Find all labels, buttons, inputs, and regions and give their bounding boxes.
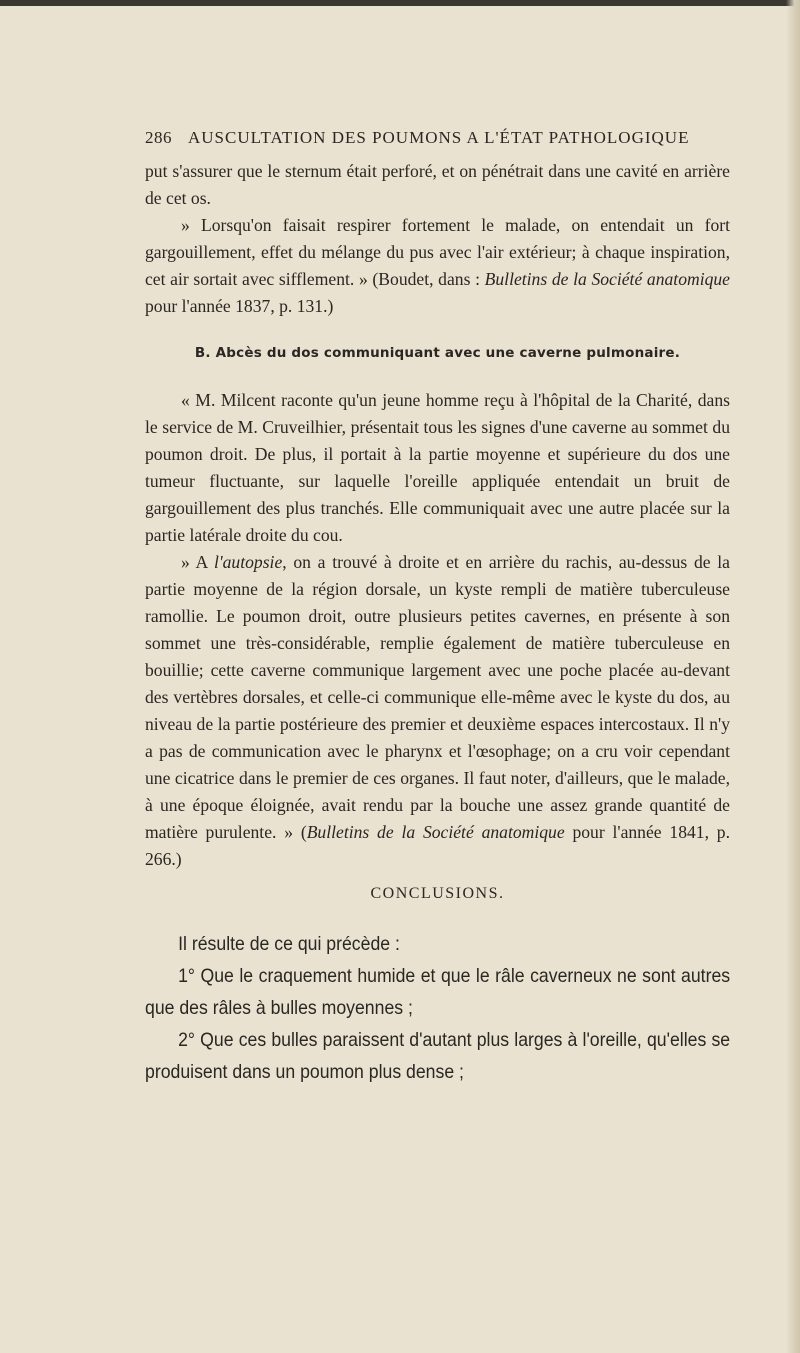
section-b-p2-citation: Bulletins de la Société anatomique	[306, 822, 565, 842]
intro-p2-citation: Bulletins de la Société anatomique	[484, 269, 730, 289]
intro-paragraph-2	[145, 212, 730, 320]
intro-p2-tail: pour l'année 1837, p. 131.)	[145, 296, 334, 316]
conclusions-intro: Il résulte de ce qui précède :	[178, 934, 400, 955]
section-b-p2-text: , on a trouvé à droite et en arrière du rachis, au-dessus de la partie moyenne de la région dorsale, un kyste rempli de matière tuberculeuse ramollie. Le poumon droit, outre plusieurs petites cavernes, en présente à son sommet une très-considérable, remplie également de matière tuberculeuse en bouillie; cette caverne communique largement avec une poche placée au-devant des vertèbres dorsales, et celle-ci communique elle-même avec le kyste du dos, au niveau de la partie postérieure des premier et deuxième espaces intercostaux. Il n'y a pas de communication avec le pharynx et l'œsophage; on a cru voir cependant une cicatrice dans le premier de ces organes. Il faut noter, d'ailleurs, que le malade, à une époque éloignée, avait rendu par la bouche une assez grande quantité de matière purulente. » (	[145, 552, 730, 842]
page-number: 286	[145, 128, 172, 147]
running-title: AUSCULTATION DES POUMONS A L'ÉTAT PATHOLOGIQUE	[188, 128, 690, 147]
intro-p2-text: » Lorsqu'on faisait respirer fortement le malade, on entendait un fort gargouillement, effet du mélange du pus avec l'air extérieur; à chaque inspiration, cet air sortait avec sifflement. » (Boudet, dans :	[145, 215, 730, 289]
intro-paragraph-1: put s'assurer que le sternum était perforé, et on pénétrait dans une cavité en arrière de cet os.	[145, 161, 730, 208]
page-top-shadow	[0, 0, 800, 6]
section-heading: B. Abcès du dos communiquant avec une caverne pulmonaire.	[194, 345, 681, 361]
conclusions-heading: CONCLUSIONS.	[370, 885, 505, 902]
book-page	[145, 128, 730, 1089]
conclusion-item-2: 2° Que ces bulles paraissent d'autant plus larges à l'oreille, qu'elles se produisent dans un poumon plus dense ;	[145, 1030, 731, 1083]
page-edge	[786, 0, 800, 1353]
running-head	[145, 128, 730, 148]
section-b-p2-autopsie: l'autopsie	[213, 552, 283, 572]
conclusion-item-1: 1° Que le craquement humide et que le râle caverneux ne sont autres que des râles à bulles moyennes ;	[145, 966, 731, 1019]
section-b-p2-lead: » A	[181, 552, 214, 572]
section-b-paragraph-1: « M. Milcent raconte qu'un jeune homme reçu à l'hôpital de la Charité, dans le service de M. Cruveilhier, présentait tous les signes d'une caverne au sommet du poumon droit. De plus, il portait à la partie moyenne et supérieure du dos une tumeur fluctuante, sur laquelle l'oreille appliquée entendait un bruit de gargouillement des plus tranchés. Elle communiquait avec une autre placée sur la partie latérale droite du cou.	[145, 390, 730, 545]
section-b-paragraph-2	[145, 549, 730, 873]
section-b-p2-tail: pour l'année 1841, p. 266.)	[145, 822, 730, 869]
